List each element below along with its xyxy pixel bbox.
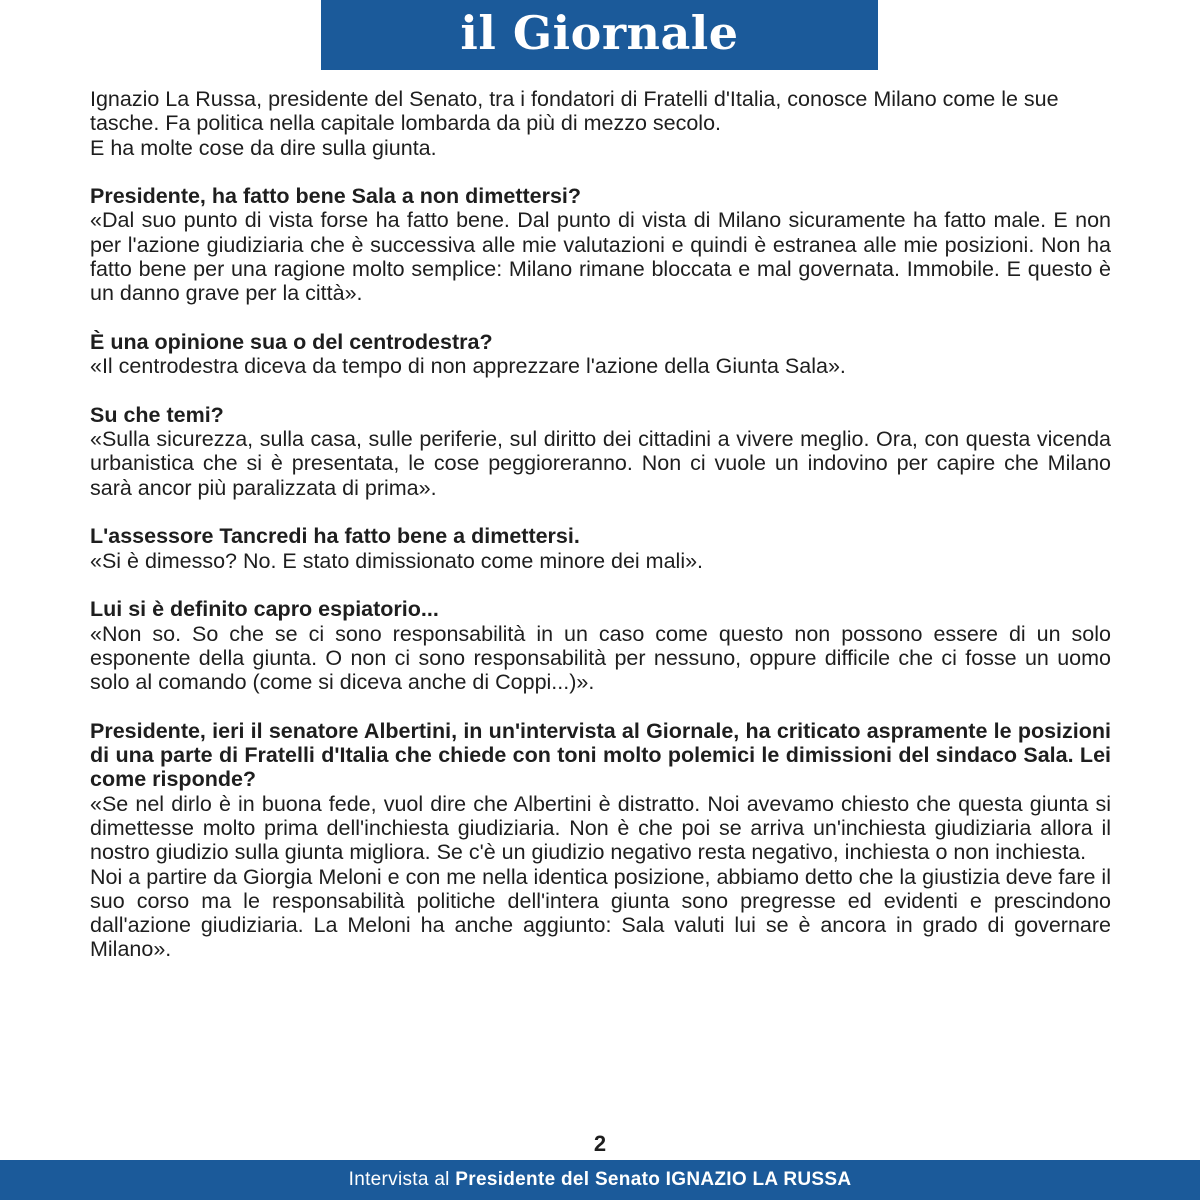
interview-question: Su che temi?: [90, 402, 224, 427]
interview-question: È una opinione sua o del centrodestra?: [90, 329, 493, 354]
article-body: [90, 87, 1111, 962]
interview-answer: «Sulla sicurezza, sulla casa, sulle periferie, sul diritto dei cittadini a vivere meglio. Ora, con questa vicenda urbanistica che si è presentata, le cose peggioreranno. Non ci vuole un indovino per capire che Milano sarà ancor più paralizzata di prima».: [90, 427, 1111, 500]
footer-banner: [0, 1160, 1200, 1200]
footer-prefix: Intervista al: [348, 1169, 456, 1190]
interview-question: Lui si è definito capro espiatorio...: [90, 597, 439, 622]
interview-answer: «Se nel dirlo è in buona fede, vuol dire che Albertini è distratto. Noi avevamo chiesto che questa giunta si dimettesse molto prima dell'inchiesta giudiziaria. Non è che poi se arriva un'inchiesta giudiziaria allora il nostro giudizio sulla giunta migliora. Se c'è un giudizio negativo resta negativo, inchiesta o non inchiesta.: [90, 791, 1111, 865]
interview-answer: «Non so. So che se ci sono responsabilità in un caso come questo non possono essere di un solo esponente della giunta. O non ci sono responsabilità per nessuno, oppure difficile che ci fosse un uomo solo al comando (come si diceva anche di Coppi...)».: [90, 621, 1111, 695]
interview-answer: «Dal suo punto di vista forse ha fatto bene. Dal punto di vista di Milano sicuramente ha fatto male. E non per l'azione giudiziaria che è successiva alle mie valutazioni e quindi è estranea alle mie posizioni. Non ha fatto bene per una ragione molto semplice: Milano rimane bloccata e mal governata. Immobile. E questo è un danno grave per la città».: [90, 208, 1111, 306]
interview-question: L'assessore Tancredi ha fatto bene a dimettersi.: [90, 524, 580, 549]
interview-answer-continued: Noi a partire da Giorgia Meloni e con me nella identica posizione, abbiamo detto che la giustizia deve fare il suo corso ma le responsabilità politiche dell'intera giunta sono pregresse ed evidenti e prescindono dall'azione giudiziaria. La Meloni ha anche aggiunto: Sala valuti lui se è ancora in grado di governare Milano».: [90, 864, 1111, 962]
masthead-title: il Giornale: [460, 6, 739, 60]
footer-emphasis: Presidente del Senato IGNAZIO LA RUSSA: [455, 1169, 852, 1190]
interview-answer: «Il centrodestra diceva da tempo di non apprezzare l'azione della Giunta Sala».: [90, 354, 846, 379]
interview-answer: «Si è dimesso? No. E stato dimissionato come minore dei mali».: [90, 548, 704, 573]
page-number: 2: [593, 1131, 607, 1156]
intro-paragraph: E ha molte cose da dire sulla giunta.: [90, 135, 437, 160]
masthead: [321, 0, 878, 70]
intro-paragraph: Ignazio La Russa, presidente del Senato, tra i fondatori di Fratelli d'Italia, conosce Milano come le sue tasche. Fa politica nella capitale lombarda da più di mezzo secolo.: [90, 87, 1059, 136]
interview-question: Presidente, ieri il senatore Albertini, in un'intervista al Giornale, ha criticato aspramente le posizioni di una parte di Fratelli d'Italia che chiede con toni molto polemici le dimissioni del sindaco Sala. Lei come risponde?: [90, 718, 1111, 792]
interview-question: Presidente, ha fatto bene Sala a non dimettersi?: [90, 184, 582, 209]
